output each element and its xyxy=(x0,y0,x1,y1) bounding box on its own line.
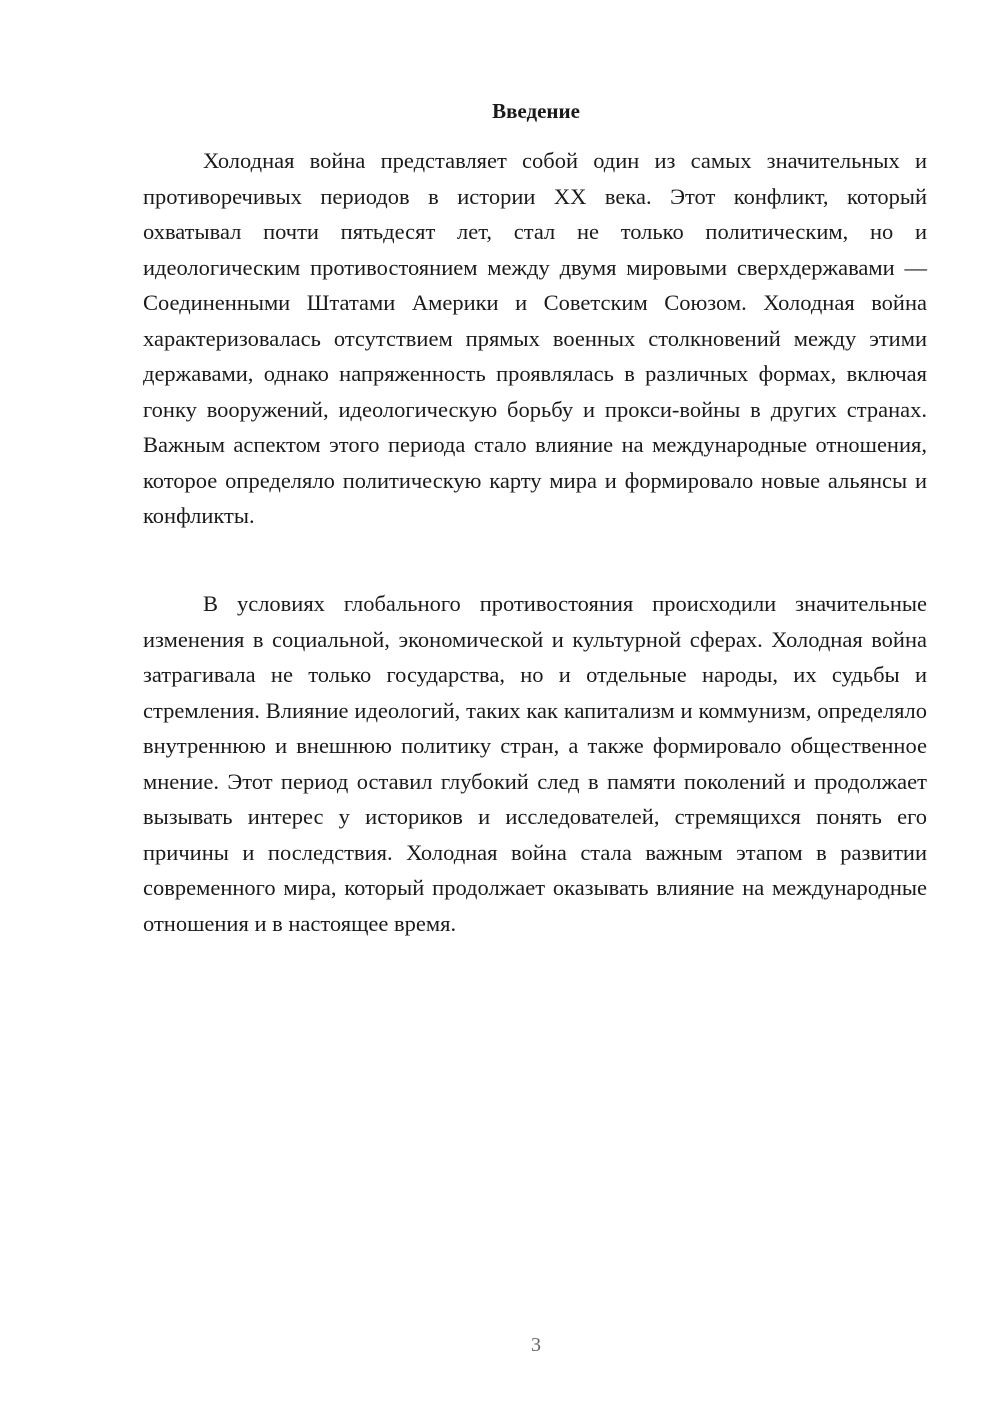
paragraph: Холодная война представляет собой один из самых значительных и противоречивых периодов в истории XX века. Этот конфликт, который охватывал почти пятьдесят лет, стал не только политическим, но и идеологическим противостоянием между двумя мировыми сверхдержавами — Соединенными Штатами Америки и Советским Союзом. Холодная война характеризовалась отсутствием прямых военных столкновений между этими державами, однако напряженность проявлялась в различных формах, включая гонку вооружений, идеологическую борьбу и прокси-войны в других странах. Важным аспектом этого периода стало влияние на международные отношения, которое определяло политическую карту мира и формировало новые альянсы и конфликты. xyxy=(143,148,927,528)
page-number: 3 xyxy=(531,1334,541,1356)
paragraph: В условиях глобального противостояния происходили значительные изменения в социальной, экономической и культурной сферах. Холодная война затрагивала не только государства, но и отдельные народы, их судьбы и стремления. Влияние идеологий, таких как капитализм и коммунизм, определяло внутреннюю и внешнюю политику стран, а также формировало общественное мнение. Этот период оставил глубокий след в памяти поколений и продолжает вызывать интерес у историков и исследователей, стремящихся понять его причины и последствия. Холодная война стала важным этапом в развитии современного мира, который продолжает оказывать влияние на международные отношения и в настоящее время. xyxy=(143,591,927,936)
page-title: Введение xyxy=(492,99,580,123)
